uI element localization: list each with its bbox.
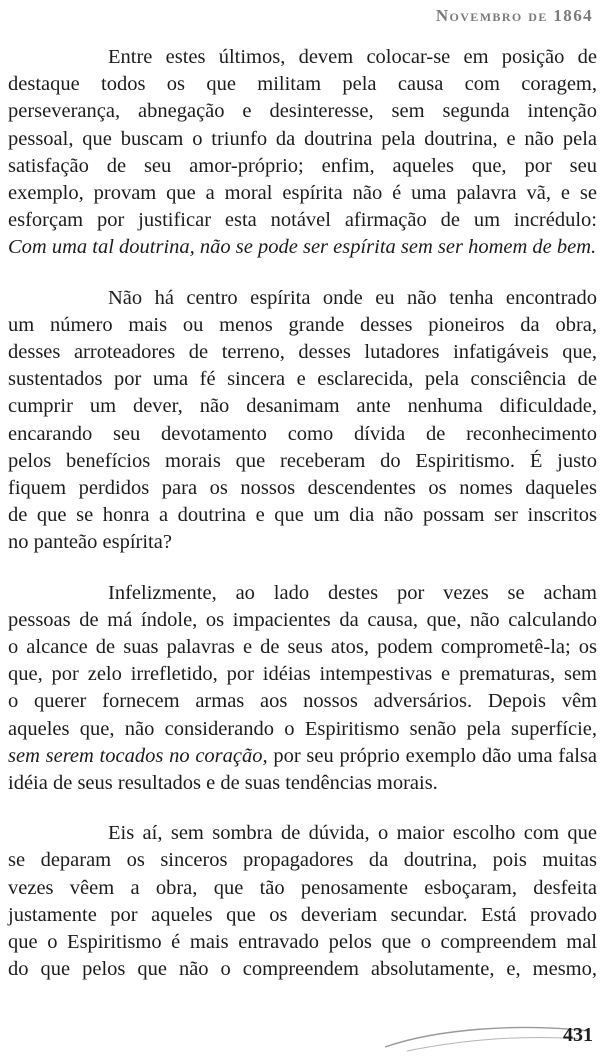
text-line: que o Espiritismo é mais entravado pelos que o compreendem mal <box>8 931 597 954</box>
text-line: no panteão espírita? <box>8 531 172 554</box>
running-header: Novembro de 1864 <box>435 6 593 25</box>
text-line: justamente por aqueles que os deveriam secundar. Está provado <box>8 903 597 926</box>
text-line: o querer fornecem armas aos nossos adversários. Depois vêm <box>8 690 597 713</box>
page-number: 431 <box>563 1024 593 1046</box>
text-line: sustentados por uma fé sincera e esclarecida, pela consciência de <box>8 368 597 391</box>
text-line: pelos benefícios morais que receberam do Espiritismo. É justo <box>8 449 597 472</box>
text-line: idéia de seus resultados e de suas tendências morais. <box>8 772 438 795</box>
italic-phrase: sem serem tocados no coração, <box>8 744 268 767</box>
paragraph-4 <box>8 820 597 983</box>
text-line: encarando seu devotamento como dívida de reconhecimento <box>8 422 597 445</box>
text-line: Não há centro espírita onde eu não tenha encontrado <box>108 286 597 309</box>
page-body <box>8 44 597 1007</box>
text-line-mixed <box>8 743 597 770</box>
text-line: Eis aí, sem sombra de dúvida, o maior escolho com que <box>108 822 597 845</box>
text-line: pessoal, que buscam o triunfo da doutrina pela doutrina, e não pela <box>8 127 597 150</box>
text-line: destaque todos os que militam pela causa com coragem, <box>8 73 597 96</box>
text-line: Infelizmente, ao lado destes por vezes se acham <box>108 581 597 604</box>
text-line: o alcance de suas palavras e de seus atos, podem comprometê-la; os <box>8 636 597 659</box>
text-line: Entre estes últimos, devem colocar-se em posição de <box>108 46 597 68</box>
text-line: desses arroteadores de terreno, desses lutadores infatigáveis que, <box>8 341 597 364</box>
text-line: vezes vêem a obra, que tão penosamente esboçaram, desfeita <box>8 876 597 899</box>
text-line: um número mais ou menos grande desses pioneiros da obra, <box>8 313 597 336</box>
italic-quote-line: Com uma tal doutrina, não se pode ser espírita sem ser homem de bem. <box>8 236 597 259</box>
text-line: cumprir um dever, não desanimam ante nenhuma dificuldade, <box>8 395 597 418</box>
text-fragment: por seu próprio exemplo dão uma falsa <box>267 744 597 767</box>
text-line: esforçam por justificar esta notável afirmação de um incrédulo: <box>8 209 597 232</box>
text-line: do que pelos que não o compreendem absolutamente, e, mesmo, <box>8 958 597 981</box>
text-line: exemplo, provam que a moral espírita não é uma palavra vã, e se <box>8 182 597 205</box>
paragraph-2 <box>8 285 597 557</box>
paragraph-1 <box>8 44 597 262</box>
text-line: perseverança, abnegação e desinteresse, sem segunda intenção <box>8 100 597 123</box>
paragraph-3 <box>8 580 597 798</box>
text-line: aqueles que, não considerando o Espiritismo senão pela superfície, <box>8 717 597 740</box>
text-line: de que se honra a doutrina e que um dia não possam ser inscritos <box>8 504 597 527</box>
text-line: satisfação de seu amor-próprio; enfim, aqueles que, por seu <box>8 154 597 177</box>
text-line: se deparam os sinceros propagadores da doutrina, pois muitas <box>8 849 597 872</box>
text-line: que, por zelo irrefletido, por idéias intempestivas e prematuras, sem <box>8 663 597 686</box>
text-line: fiquem perdidos para os nossos descendentes os nomes daqueles <box>8 477 597 500</box>
text-line: pessoas de má índole, os impacientes da causa, que, não calculando <box>8 608 597 631</box>
